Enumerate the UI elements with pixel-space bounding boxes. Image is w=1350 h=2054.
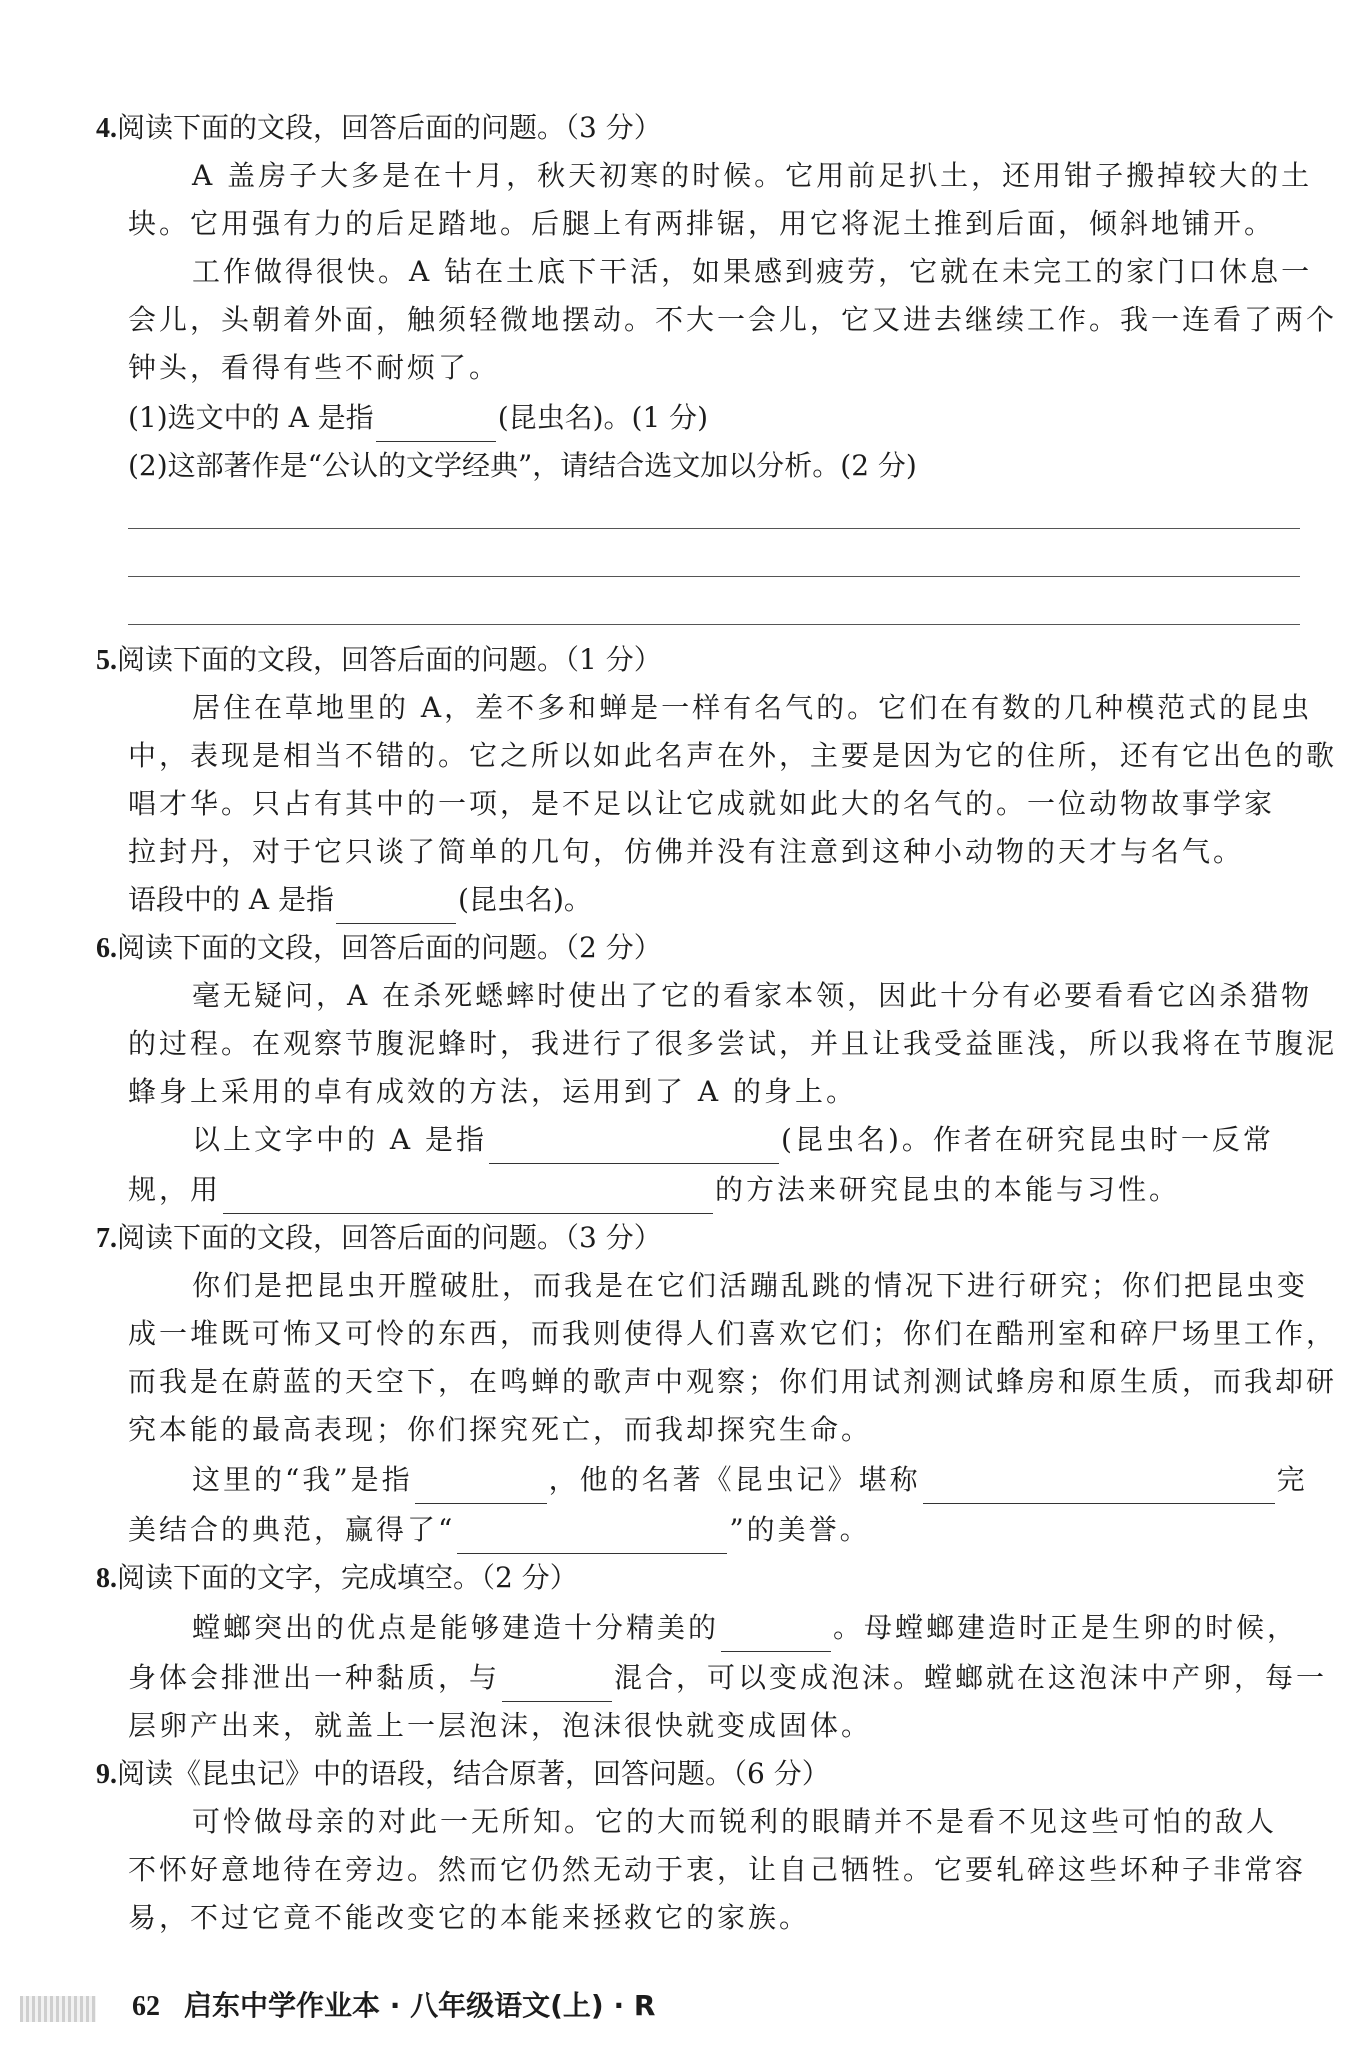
question-8-line-2 xyxy=(128,1654,1328,1702)
passage-line: 蜂身上采用的卓有成效的方法，运用到了 A 的身上。 xyxy=(128,1075,858,1108)
passage-line: 中，表现是相当不错的。它之所以如此名声在外，主要是因为它的住所，还有它出色的歌 xyxy=(128,739,1338,772)
question-prompt-text: 阅读下面的文段，回答后面的问题。（2 分） xyxy=(117,931,662,964)
answer-blank[interactable] xyxy=(502,1667,612,1702)
question-5-ask xyxy=(128,876,592,924)
passage-line: 会儿，头朝着外面，触须轻微地摆动。不大一会儿，它又进去继续工作。我一连看了两个 xyxy=(128,303,1338,336)
question-4-sub-1 xyxy=(128,394,708,442)
fill-text: 身体会排泄出一种黏质，与 xyxy=(128,1661,501,1694)
question-prompt-text: 阅读下面的文字，完成填空。（2 分） xyxy=(117,1561,578,1594)
question-4-sub-2: (2)这部著作是“公认的文学经典”，请结合选文加以分析。(2 分) xyxy=(128,449,917,482)
question-9-prompt xyxy=(96,1750,830,1799)
passage-line: A 盖房子大多是在十月，秋天初寒的时候。它用前足扒土，还用钳子搬掉较大的土 xyxy=(192,159,1313,192)
question-number: 7. xyxy=(96,1223,117,1254)
question-5-prompt xyxy=(96,636,662,685)
sub-question-text: (1)选文中的 A 是指 xyxy=(128,401,374,434)
ask-text: 的方法来研究昆虫的本能与习性。 xyxy=(715,1173,1181,1206)
question-prompt-text: 阅读《昆虫记》中的语段，结合原著，回答问题。（6 分） xyxy=(117,1757,830,1790)
ask-text: 语段中的 A 是指 xyxy=(128,883,335,916)
question-6-ask-2 xyxy=(128,1166,1298,1214)
sub-question-text: (昆虫名)。(1 分) xyxy=(497,401,709,434)
answer-blank[interactable] xyxy=(376,407,496,442)
passage-line: 而我是在蔚蓝的天空下，在鸣蝉的歌声中观察；你们用试剂测试蜂房和原生质，而我却研 xyxy=(128,1365,1338,1398)
passage-line: 究本能的最高表现；你们探究死亡，而我却探究生命。 xyxy=(128,1413,873,1446)
ask-text: 规，用 xyxy=(128,1173,222,1206)
answer-blank[interactable] xyxy=(721,1617,831,1652)
question-prompt-text: 阅读下面的文段，回答后面的问题。（3 分） xyxy=(117,1221,662,1254)
question-prompt-text: 阅读下面的文段，回答后面的问题。（1 分） xyxy=(117,643,662,676)
question-number: 4. xyxy=(96,113,117,144)
fill-text: 螳螂突出的优点是能够建造十分精美的 xyxy=(192,1611,720,1644)
question-8-prompt xyxy=(96,1554,578,1603)
answer-blank[interactable] xyxy=(489,1129,779,1164)
footer-decoration xyxy=(20,1996,96,2022)
passage-line: 易，不过它竟不能改变它的本能来拯救它的家族。 xyxy=(128,1901,811,1934)
question-number: 9. xyxy=(96,1759,117,1790)
passage-line: 块。它用强有力的后足踏地。后腿上有两排锯，用它将泥土推到后面，倾斜地铺开。 xyxy=(128,207,1276,240)
answer-line[interactable] xyxy=(128,624,1300,625)
question-prompt-text: 阅读下面的文段，回答后面的问题。（3 分） xyxy=(117,111,662,144)
passage-line: 毫无疑问，A 在杀死蟋蟀时使出了它的看家本领，因此十分有必要看看它凶杀猎物 xyxy=(192,979,1313,1012)
page-footer xyxy=(132,1984,655,2024)
page-number: 62 xyxy=(132,1991,160,2022)
ask-text: (昆虫名)。作者在研究昆虫时一反常 xyxy=(781,1123,1274,1156)
passage-line: 不怀好意地待在旁边。然而它仍然无动于衷，让自己牺牲。它要轧碎这些坏种子非常容 xyxy=(128,1853,1307,1886)
passage-line: 工作做得很快。A 钻在土底下干活，如果感到疲劳，它就在未完工的家门口休息一 xyxy=(192,255,1313,288)
question-6-prompt xyxy=(96,924,662,973)
ask-text: 以上文字中的 A 是指 xyxy=(192,1123,488,1156)
answer-blank[interactable] xyxy=(223,1179,713,1214)
question-8-line-3: 层卵产出来，就盖上一层泡沫，泡沫很快就变成固体。 xyxy=(128,1709,873,1742)
answer-line[interactable] xyxy=(128,528,1300,529)
question-8-line-1 xyxy=(192,1604,1350,1652)
answer-blank[interactable] xyxy=(923,1469,1275,1504)
ask-text: ，他的名著《昆虫记》堪称 xyxy=(548,1463,921,1496)
fill-text: 混合，可以变成泡沫。螳螂就在这泡沫中产卵，每一 xyxy=(614,1661,1328,1694)
ask-text: ”的美誉。 xyxy=(729,1513,871,1546)
question-4-prompt xyxy=(96,104,662,153)
question-7-prompt xyxy=(96,1214,662,1263)
passage-line: 唱才华。只占有其中的一项，是不足以让它成就如此大的名气的。一位动物故事学家 xyxy=(128,787,1276,820)
passage-line: 可怜做母亲的对此一无所知。它的大而锐利的眼睛并不是看不见这些可怕的敌人 xyxy=(192,1805,1278,1838)
book-title: 启东中学作业本 · 八年级语文(上) · R xyxy=(184,1989,656,2022)
question-7-ask-2 xyxy=(128,1506,1298,1554)
passage-line: 拉封丹，对于它只谈了简单的几句，仿佛并没有注意到这种小动物的天才与名气。 xyxy=(128,835,1245,868)
passage-line: 钟头，看得有些不耐烦了。 xyxy=(128,351,501,384)
ask-text: 这里的“我”是指 xyxy=(192,1463,413,1496)
ask-text: 美结合的典范，赢得了“ xyxy=(128,1513,456,1546)
ask-text: 完 xyxy=(1276,1463,1308,1496)
answer-blank[interactable] xyxy=(336,889,456,924)
question-7-ask-1 xyxy=(192,1456,1350,1504)
question-6-ask-1 xyxy=(192,1116,1350,1164)
passage-line: 你们是把昆虫开膛破肚，而我是在它们活蹦乱跳的情况下进行研究；你们把昆虫变 xyxy=(192,1269,1309,1302)
passage-line: 的过程。在观察节腹泥蜂时，我进行了很多尝试，并且让我受益匪浅，所以我将在节腹泥 xyxy=(128,1027,1338,1060)
question-number: 6. xyxy=(96,933,117,964)
fill-text: 。母螳螂建造时正是生卵的时候， xyxy=(833,1611,1299,1644)
passage-line: 成一堆既可怖又可怜的东西，而我则使得人们喜欢它们；你们在酷刑室和碎尸场里工作， xyxy=(128,1317,1338,1350)
ask-text: (昆虫名)。 xyxy=(458,883,592,916)
question-number: 8. xyxy=(96,1563,117,1594)
question-number: 5. xyxy=(96,645,117,676)
answer-blank[interactable] xyxy=(457,1519,727,1554)
passage-line: 居住在草地里的 A，差不多和蝉是一样有名气的。它们在有数的几种模范式的昆虫 xyxy=(192,691,1313,724)
answer-line[interactable] xyxy=(128,576,1300,577)
answer-blank[interactable] xyxy=(415,1469,547,1504)
